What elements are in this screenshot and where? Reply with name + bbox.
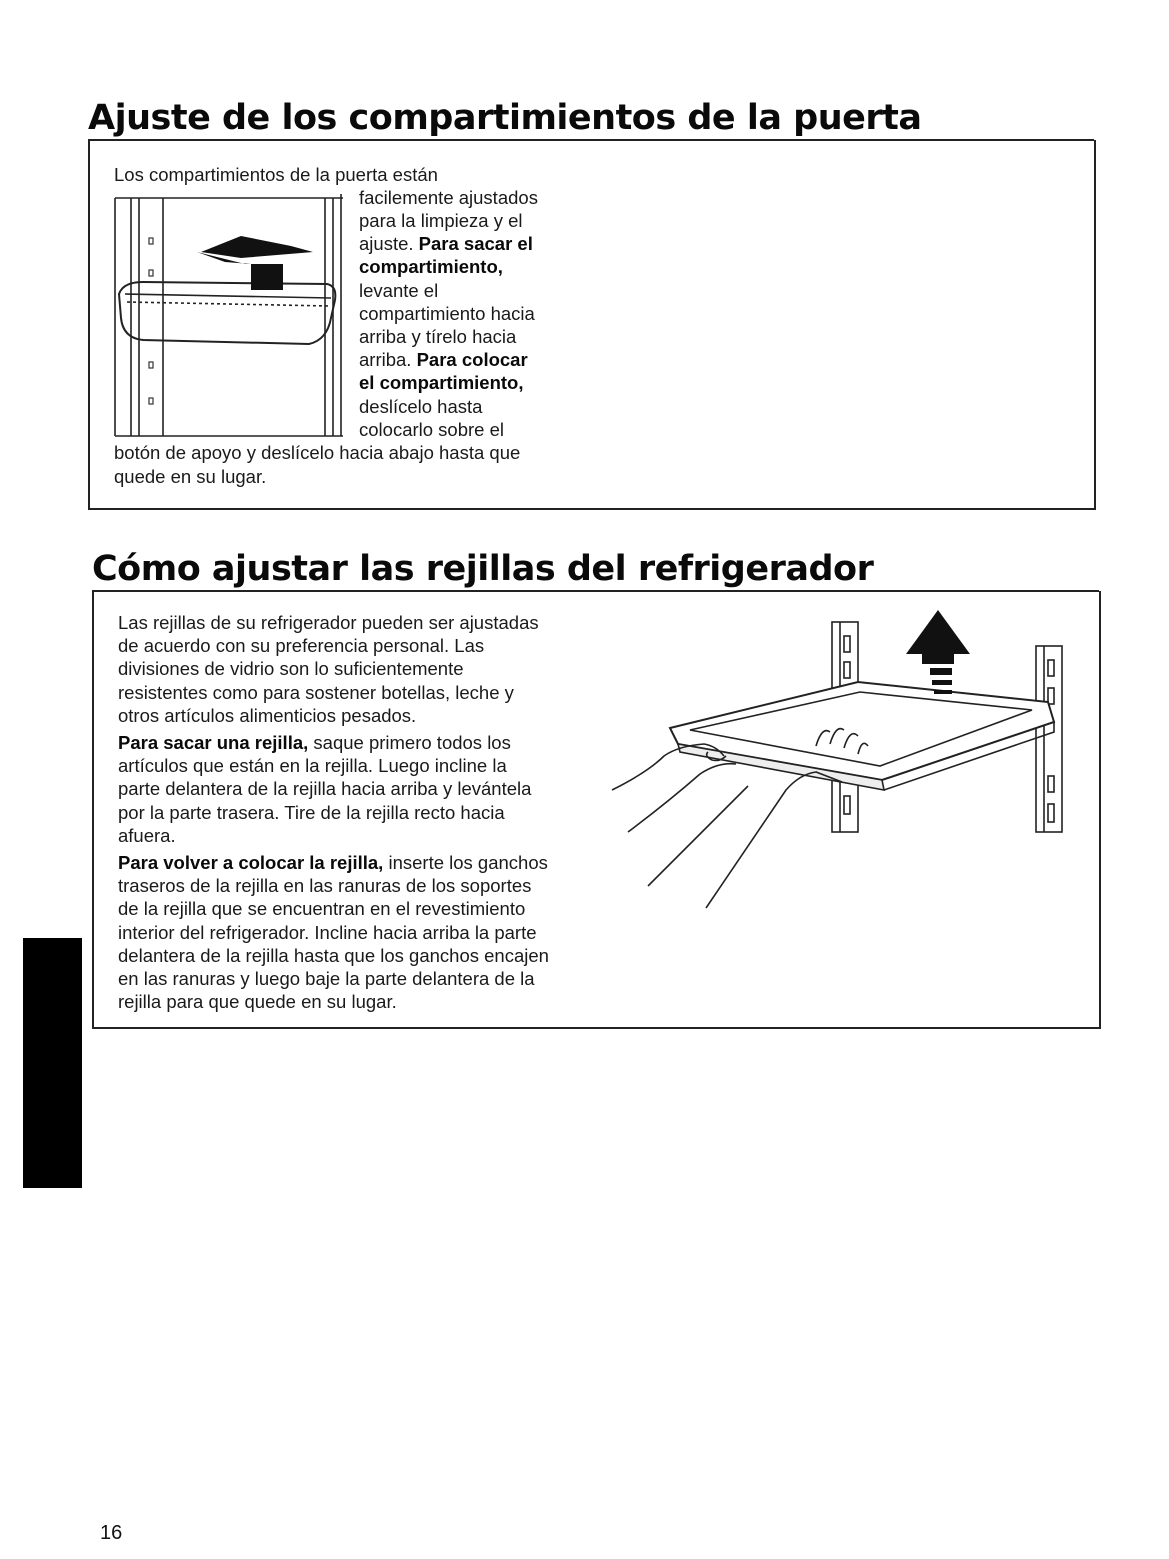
- text-line: artículos que están en la rejilla. Luego incline la: [118, 755, 507, 777]
- text-line: facilemente ajustados: [359, 187, 538, 208]
- side-tab-marker: [23, 938, 82, 1188]
- shelf-illustration: [608, 606, 1068, 916]
- text-line: [359, 232, 533, 255]
- text-line: [118, 851, 588, 874]
- bold-fragment: Para sacar el: [418, 233, 533, 254]
- page-number: 16: [100, 1522, 123, 1544]
- text-line: compartimiento hacia: [359, 303, 535, 324]
- text-line: en las ranuras y luego baje la parte delantera de la: [118, 968, 535, 990]
- bold-line: compartimiento,: [359, 256, 503, 277]
- text-line: divisiones de vidrio son lo suficientemente: [118, 658, 464, 680]
- door-bin-illustration: [113, 190, 348, 440]
- bold-fragment: Para colocar: [416, 349, 528, 370]
- text-line: por la parte trasera. Tire de la rejilla recto hacia: [118, 801, 505, 823]
- text-line: resistentes como para sostener botellas, leche y: [118, 681, 514, 703]
- text-line: para la limpieza y el: [359, 210, 523, 231]
- bold-line: el compartimiento,: [359, 372, 524, 393]
- text-line: rejilla para que quede en su lugar.: [118, 991, 397, 1013]
- text-line: traseros de la rejilla en las ranuras de los soportes: [118, 875, 532, 897]
- text-line: [118, 731, 588, 754]
- section2-text: [118, 611, 588, 1013]
- bold-fragment: Para volver a colocar la rejilla,: [118, 852, 384, 874]
- text-fragment: saque primero todos los: [308, 732, 511, 754]
- text-line: levante el: [359, 280, 439, 301]
- section-title-shelves: Cómo ajustar las rejillas del refrigerador: [92, 549, 874, 589]
- text-line: Los compartimientos de la puerta están: [114, 164, 438, 185]
- text-line: botón de apoyo y deslícelo hacia abajo hasta que: [114, 442, 521, 463]
- text-line: afuera.: [118, 824, 176, 846]
- section-title-door-bins: Ajuste de los compartimientos de la puerta: [88, 98, 922, 138]
- text-fragment: ajuste.: [359, 233, 414, 254]
- remove-shelf-paragraph: [118, 731, 588, 847]
- text-line: parte delantera de la rejilla hacia arriba y levántela: [118, 778, 532, 800]
- text-line: otros artículos alimenticios pesados.: [118, 704, 417, 726]
- text-line: deslícelo hasta: [359, 396, 483, 417]
- text-line: interior del refrigerador. Incline hacia arriba la parte: [118, 921, 537, 943]
- text-line: de la rejilla que se encuentran en el revestimiento: [118, 898, 526, 920]
- text-line: Las rejillas de su refrigerador pueden ser ajustadas: [118, 612, 539, 633]
- text-line: quede en su lugar.: [114, 466, 267, 487]
- text-line: delantera de la rejilla hasta que los ganchos encajen: [118, 944, 549, 966]
- text-fragment: arriba.: [359, 349, 412, 370]
- text-fragment: inserte los ganchos: [383, 852, 548, 874]
- replace-shelf-paragraph: [118, 851, 588, 1013]
- text-line: [359, 348, 528, 371]
- text-line: colocarlo sobre el: [359, 419, 504, 440]
- text-line: de acuerdo con su preferencia personal. Las: [118, 635, 485, 657]
- bold-fragment: Para sacar una rejilla,: [118, 732, 309, 754]
- shelves-intro-paragraph: [118, 611, 588, 727]
- text-line: arriba y tírelo hacia: [359, 326, 517, 347]
